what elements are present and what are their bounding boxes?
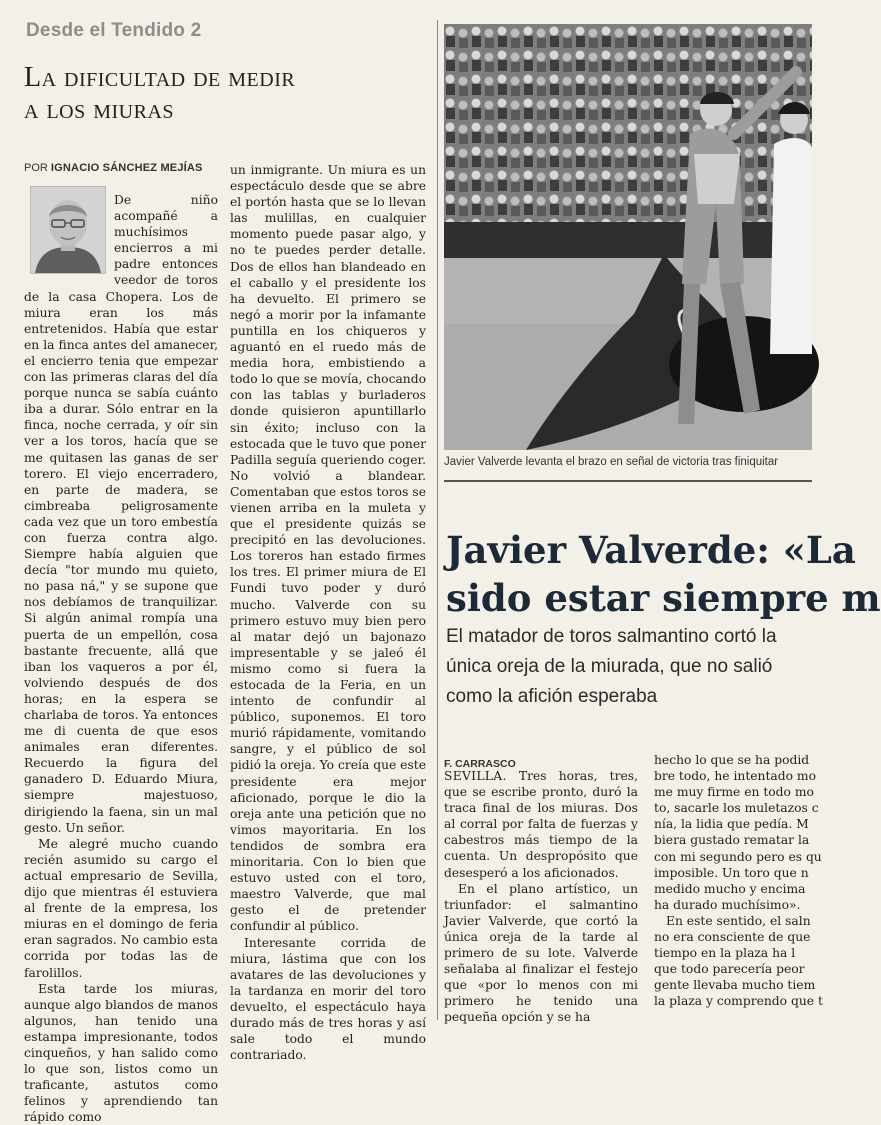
news-line: que todo parecería peor	[654, 962, 805, 977]
news-subhead-line3: como la afición esperaba	[446, 686, 658, 707]
opinion-byline	[24, 162, 203, 174]
section-label: Desde el Tendido 2	[26, 20, 202, 41]
news-line: tiempo en la plaza ha l	[654, 946, 796, 961]
news-subhead	[446, 622, 812, 712]
opinion-paragraph: De niño acompañé a muchísimos encierros a mi padre entonces veedor de toros de la casa Chopera. Los de miura eran los más entretenidos. Había que estar en la finca antes del amanecer, el encierro tenia que empezar con las primeras claras del día porque nunca se sabía cuánto iba a durar. Sólo entrar en la finca, noche cerrada, y oír sin ver a los toros, hacía que se me quitasen las ganas de ser torero. El viejo encerradero, en parte de madera, se cimbreaba peligrosamente cada vez que un toro embestía con fuerza contra algo. Siempre había alguien que decía "tor mundo mu quieto, no pasa ná," y se supone que nos debíamos de tranquilizar. Si algún animal rompía una puerta de un empellón, cosa bastante frecuente, allá que iban los vaqueros a por él, volviendo después de dos horas; en la espera se charlaba de toros. Ya entonces me di cuenta de que esos animales eran diferentes. Recuerdo la figura del ganadero D. Eduardo Miura, siempre majestuoso, dirigiendo la faena, sin un mal gesto. Un señor.	[24, 193, 218, 835]
news-headline-line1: Javier Valverde: «La	[446, 528, 856, 572]
news-city: SEVILLA.	[444, 769, 507, 783]
opinion-headline-line1: La dificultad de medir	[24, 62, 296, 93]
opinion-headline	[24, 62, 424, 126]
opinion-paragraph: Interesante corrida de miura, lástima que con los avatares de las devoluciones y la tardanza en morir del toro devuelto, el espectáculo haya durado más de tres horas y así sale todo el mundo contrariado.	[230, 935, 426, 1063]
photo-caption: Javier Valverde levanta el brazo en señal de victoria tras finiquitar	[444, 456, 779, 468]
opinion-paragraph: un inmigrante. Un miura es un espectáculo desde que se abre el portón hasta que se lo llevan las mulillas, en cualquier momento puede pasar algo, y no te puedes perder detalle. Dos de ellos han blandeado en el caballo y el presidente los ha devuelto. El primero se negó a morir por la infamante puntilla en los chiqueros y aguantó en el ruedo más de media hora, embistiendo a todo lo que se movía, chocando con las tablas y burladeros donde quisieron apuntillarlo sin éxito; incluso con la estocada que le tuvo que poner Padilla seguía queriendo coger. No volvió a blandear. Comentaban que estos toros se vienen arriba en la muleta y que el presidente quizás se precipitó en las devoluciones. Los toreros han estado firmes los tres. El primer miura de El Fundi tuvo poder y duró mucho. Valverde con su primero estuvo muy bien pero al matar dejó un bajonazo impresentable y se jaleó él mismo como si fuera la estocada de la Feria, en un intento de confundir al público, suponemos. El toro murió rápidamente, vomitando sangre, y el público de sol pidió la oreja. Yo creía que este presidente era mejor aficionado, porque le dio la oreja ante una petición que no vimos mayoritaria. En los tendidos de sombra era minoritaria. Con lo bien que estuvo usted con el toro, maestro Valverde, que mal gesto el de pretender confundir al público.	[230, 163, 426, 934]
opinion-column-1	[24, 192, 218, 1125]
opinion-column-2	[230, 162, 426, 1063]
byline-prefix: POR	[24, 162, 48, 174]
news-subhead-line1: El matador de toros salmantino cortó la	[446, 626, 777, 647]
opinion-headline-line2: a los miuras	[24, 94, 175, 125]
news-line: no era consciente de que	[654, 930, 811, 945]
news-line: la plaza y comprendo que t	[654, 994, 823, 1009]
news-line: imposible. Un toro que n	[654, 865, 809, 880]
news-column-2	[654, 752, 823, 1024]
news-paragraph-text: Tres horas, tres, que se escribe pronto, duró la traca final de los miuras. Dos al corral por falta de fuerzas y cabestros más tiempo de la cuenta. Un despropósito que desesperó a los aficionados.	[444, 769, 638, 880]
news-paragraph: En el plano artístico, un triunfador: el salmantino Javier Valverde, que cortó la única oreja de la tarde al primero de su lote. Valverde señalaba al finalizar el festejo que «por lo menos con mi primero he tenido una pequeña opción y se ha	[444, 881, 638, 1025]
caption-rule	[444, 480, 812, 482]
news-paragraph	[444, 768, 638, 881]
news-column-1	[444, 768, 638, 1024]
news-subhead-line2: única oreja de la miurada, que no salió	[446, 656, 773, 677]
column-divider	[437, 20, 438, 1020]
news-line: medido mucho y encima	[654, 881, 806, 896]
news-line: me muy firme en todo mo	[654, 785, 814, 800]
bullfight-photo	[444, 24, 812, 450]
news-line: nía, la lidia que pedía. M	[654, 817, 809, 832]
news-line: con mi segundo pero es qu	[654, 849, 822, 864]
opinion-paragraph: Esta tarde los miuras, aunque algo blandos de manos algunos, han tenido una estampa impresionante, todos cinqueños, y han salido como lo que son, listos como un traficante, astutos como felinos y aprendiendo tan rápido como	[24, 981, 218, 1125]
news-line: gente llevaba mucho tiem	[654, 978, 816, 993]
news-line: ha durado muchísimo».	[654, 897, 801, 912]
news-headline	[446, 526, 881, 622]
news-byline: F. CARRASCO	[444, 758, 516, 770]
opinion-paragraph: Me alegré mucho cuando recién asumido su cargo el actual empresario de Sevilla, dijo que mientras él estuviera al frente de la empresa, los miuras en el domingo de feria eran sagrados. No cambio esta corrida por todas las de farolillos.	[24, 836, 218, 980]
photo-wrap-space	[24, 192, 114, 274]
news-line: En este sentido, el saln	[666, 913, 811, 928]
news-line: biera gustado rematar la	[654, 833, 810, 848]
news-headline-line2: sido estar siempre m	[446, 576, 881, 620]
byline-author-name: IGNACIO SÁNCHEZ MEJÍAS	[50, 162, 203, 174]
news-line: hecho lo que se ha podid	[654, 753, 810, 767]
news-line: to, sacarle los muletazos c	[654, 801, 819, 816]
news-line: bre todo, he intentado mo	[654, 769, 816, 784]
